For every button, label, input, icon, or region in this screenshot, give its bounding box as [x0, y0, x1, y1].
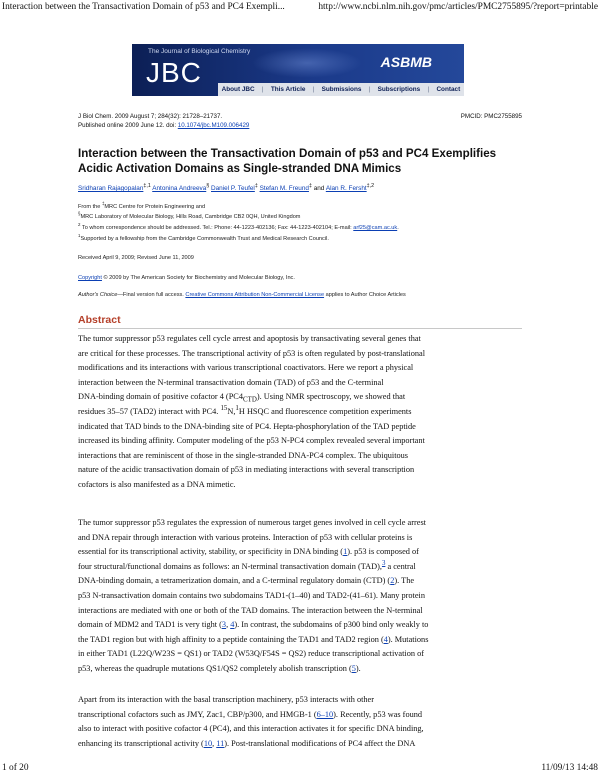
copyright-line: [78, 275, 295, 281]
published-prefix: Published online 2009 June 12. doi:: [78, 122, 178, 129]
body-line: [78, 545, 523, 560]
author-choice-text: —Final version full access.: [117, 292, 186, 298]
corr-sup: 2: [78, 222, 81, 228]
body-line: in either TAD1 (L22Q/W23S = QS1) or TAD2 (W53Q/F54S = QS2) reduce transcriptional activation of: [78, 649, 424, 659]
affil-mrc-centre: MRC Centre for Protein Engineering and: [104, 204, 206, 210]
abstract-line: interaction between the N-terminal transactivation domain (TAD) of p53 and the C-terminal: [78, 377, 384, 387]
support-text: Supported by a fellowship from the Cambridge Commonwealth Trust and Medical Research Council.: [80, 236, 329, 242]
nav-submissions[interactable]: Submissions: [321, 86, 362, 93]
abstract-line: interactions that are reminiscent of those in the single-stranded DNA-PC4 complex. The ubiquitous: [78, 450, 409, 460]
body-line: p53 N-transactivation domain contains two subdomains TAD1-(1–40) and TAD2-(41–61). Many protein: [78, 590, 426, 600]
author-link[interactable]: Alan R. Fersht: [325, 185, 367, 192]
correspondence: [78, 222, 399, 231]
ref-link[interactable]: 11: [216, 738, 225, 748]
author-affil: §: [206, 182, 210, 189]
abstract-sup: 15: [220, 405, 228, 413]
body-text: four structural/functional domains as follows: an N-terminal transactivation domain (TAD),: [78, 561, 382, 571]
body-line: [78, 708, 523, 723]
body-line: also to interact with positive cofactor 4 (PC4), and this interaction activates it for specific DNA binding,: [78, 724, 424, 734]
print-datetime: 11/09/13 14:48: [541, 763, 598, 773]
author-link[interactable]: Antonina Andreeva: [152, 185, 207, 192]
abstract-sub: CTD: [243, 397, 257, 405]
jbc-logo: JBC: [146, 57, 202, 88]
published-line: [78, 122, 249, 129]
abstract-text: N,: [227, 406, 236, 416]
doi-link[interactable]: 10.1074/jbc.M109.006429: [177, 122, 250, 129]
ref-link[interactable]: 2: [390, 576, 395, 586]
intro-paragraph-1: [78, 516, 523, 677]
body-line: [78, 662, 523, 677]
body-text: ). The: [394, 576, 415, 586]
nav-separator: |: [312, 86, 315, 93]
body-text: transcriptional cofactors such as JMY, Zac1, CBP/p300, and HMGB-1 (: [78, 709, 317, 719]
abstract-line: indicated that TAD binds to the DNA-binding site of PC4. Hepta-phosphorylation of the TAD peptide: [78, 421, 416, 431]
body-text: enhancing its transcriptional activity (: [78, 738, 204, 748]
asbmb-logo: ASBMB: [380, 54, 432, 70]
abstract-heading: Abstract: [78, 314, 522, 329]
author-link[interactable]: Stefan M. Freund: [259, 185, 309, 192]
body-text: the TAD1 region but with high affinity to a peptide containing the TAD1 and TAD2 region (: [78, 634, 384, 644]
author-link[interactable]: Sridharan Rajagopalan: [78, 185, 144, 192]
nav-separator: |: [261, 86, 264, 93]
body-text: ). In contrast, the subdomains of p300 bind only weakly to: [234, 620, 429, 630]
author-list: [78, 182, 375, 192]
body-line: [78, 633, 523, 648]
body-text: ,: [212, 738, 217, 748]
email-link[interactable]: arf25@cam.ac.uk: [353, 225, 398, 231]
author-choice-end: applies to Author Choice Articles: [324, 292, 406, 298]
author-choice-line: [78, 292, 406, 298]
affil-sup: §: [78, 211, 81, 217]
received-dates: Received April 9, 2009; Revised June 11, 2009: [78, 255, 194, 261]
body-line: interactions are mediated with one or both of the TAD domains. The interaction between the N-terminal: [78, 605, 423, 615]
abstract-text: residues 35–57 (TAD2) interact with PC4.: [78, 406, 221, 416]
ref-link[interactable]: 6–10: [316, 709, 334, 719]
affil-sup: ‡: [101, 201, 105, 207]
abstract-line: increased its binding affinity. Computer modeling of the p53 N-PC4 complex revealed several important: [78, 436, 425, 446]
body-line: [78, 618, 523, 633]
ref-link[interactable]: 4: [383, 634, 388, 644]
journal-nav: [218, 83, 464, 96]
abstract-sup: 1: [235, 405, 239, 413]
abstract-line: are critical for these processes. The transcriptional activity of p53 is often regulated by post-translational: [78, 348, 426, 358]
authors-and: and: [313, 185, 325, 192]
abstract-line: The tumor suppressor p53 regulates cell cycle arrest and apoptosis by transactivating several genes that: [78, 334, 421, 343]
body-line: [78, 737, 523, 752]
pmcid: PMCID: PMC2755895: [460, 113, 522, 120]
abstract-line: nature of the acidic transactivation domain of p53 in mediating interactions with several transcription: [78, 465, 415, 475]
author-link[interactable]: Daniel P. Teufel: [211, 185, 255, 192]
abstract-body: [78, 332, 523, 493]
body-text: ). p53 is composed of: [347, 547, 419, 557]
nav-about-jbc[interactable]: About JBC: [221, 86, 255, 93]
journal-banner: [132, 44, 464, 96]
body-line: and DNA repair through interaction with various proteins. Interaction of p53 with cellular proteins is: [78, 532, 413, 542]
footnote-link[interactable]: 3: [381, 560, 386, 568]
body-line: [78, 574, 523, 589]
body-text: a central: [385, 561, 416, 571]
nav-contact[interactable]: Contact: [436, 86, 461, 93]
nav-separator: |: [427, 86, 430, 93]
body-text: ). Mutations: [387, 634, 429, 644]
abstract-line: [78, 390, 523, 405]
ref-link[interactable]: 10: [203, 738, 213, 748]
abstract-text: DNA-binding domain of positive cofactor 4 (PC4: [78, 392, 243, 402]
body-text: ). Post-translational modifications of PC4 affect the DNA: [224, 738, 416, 748]
body-line: [78, 560, 523, 575]
journal-tagline: The Journal of Biological Chemistry: [148, 48, 251, 55]
abstract-line: modifications and its interactions with various transcriptional coactivators. Here we report a physical: [78, 363, 414, 373]
author-affil: ‡,2: [366, 182, 375, 189]
abstract-text: H HSQC and fluorescence competition experiments: [238, 406, 412, 416]
author-affil: ‡: [254, 182, 258, 189]
citation-line: J Biol Chem. 2009 August 7; 284(32): 21728–21737.: [78, 113, 223, 120]
corr-text: To whom correspondence should be addressed. Tel.: Phone: 44-1223-402136; Fax: 44-1223-402104; E-mail:: [81, 225, 354, 231]
ref-link[interactable]: 1: [343, 547, 348, 557]
abstract-text: ). Using NMR spectroscopy, we showed that: [256, 392, 406, 402]
affil-mrc-lab: MRC Laboratory of Molecular Biology, Hills Road, Cambridge CB2 0QH, United Kingdom: [80, 214, 301, 220]
support-sup: 1: [78, 233, 81, 239]
body-text: ).: [355, 663, 361, 673]
print-header-url: http://www.ncbi.nlm.nih.gov/pmc/articles/PMC2755895/?report=printable: [318, 2, 598, 12]
body-line: Apart from its interaction with the basal transcription machinery, p53 interacts with other: [78, 695, 374, 704]
title-line-2: Acidic Activation Domains as Single-stranded DNA Mimics: [78, 161, 402, 175]
body-text: ,: [226, 620, 231, 630]
cc-license-link[interactable]: Creative Commons Attribution Non-Commercial License: [185, 292, 325, 298]
author-choice-label: Author's Choice: [78, 292, 118, 298]
body-line: The tumor suppressor p53 regulates the expression of numerous target genes involved in cell cycle arrest: [78, 518, 426, 527]
ref-link[interactable]: 4: [230, 620, 235, 630]
affiliation-2: [78, 211, 301, 220]
article-title: [78, 147, 508, 176]
body-text: essential for its transcriptional activity, stability, or specificity in DNA binding (: [78, 547, 344, 557]
body-text: domain of MDM2 and TAD1 is very tight (: [78, 620, 222, 630]
copyright-text: © 2009 by The American Society for Biochemistry and Molecular Biology, Inc.: [101, 275, 295, 281]
ref-link[interactable]: 3: [221, 620, 227, 630]
abstract-line: [78, 405, 523, 420]
title-line-1: Interaction between the Transactivation Domain of p53 and PC4 Exemplifies: [78, 147, 497, 160]
ref-link[interactable]: 5: [351, 663, 356, 673]
affil-from: From the: [78, 204, 102, 210]
nav-separator: |: [368, 86, 371, 93]
intro-paragraph-2: [78, 693, 523, 751]
banner-swirl-graphic: [252, 48, 362, 78]
copyright-link[interactable]: Copyright: [78, 275, 102, 281]
corr-end: .: [397, 225, 399, 231]
author-affil: ‡,1: [143, 182, 151, 189]
print-header-title: Interaction between the Transactivation Domain of p53 and PC4 Exempli...: [2, 2, 285, 12]
page-count: 1 of 20: [2, 763, 29, 773]
author-affil: ‡: [308, 182, 312, 189]
abstract-line: cofactors is also manifested as a DNA mimetic.: [78, 479, 236, 489]
body-text: DNA-binding domain, a tetramerization domain, and a C-terminal regulatory domain (CTD) (: [78, 576, 391, 586]
body-text: ). Recently, p53 was found: [333, 709, 423, 719]
affiliation-1: [78, 201, 206, 210]
support-note: [78, 233, 329, 242]
nav-this-article[interactable]: This Article: [270, 86, 306, 93]
nav-subscriptions[interactable]: Subscriptions: [377, 86, 421, 93]
body-text: p53, whereas the quadruple mutations QS1/QS2 completely abolish transcription (: [78, 663, 352, 673]
